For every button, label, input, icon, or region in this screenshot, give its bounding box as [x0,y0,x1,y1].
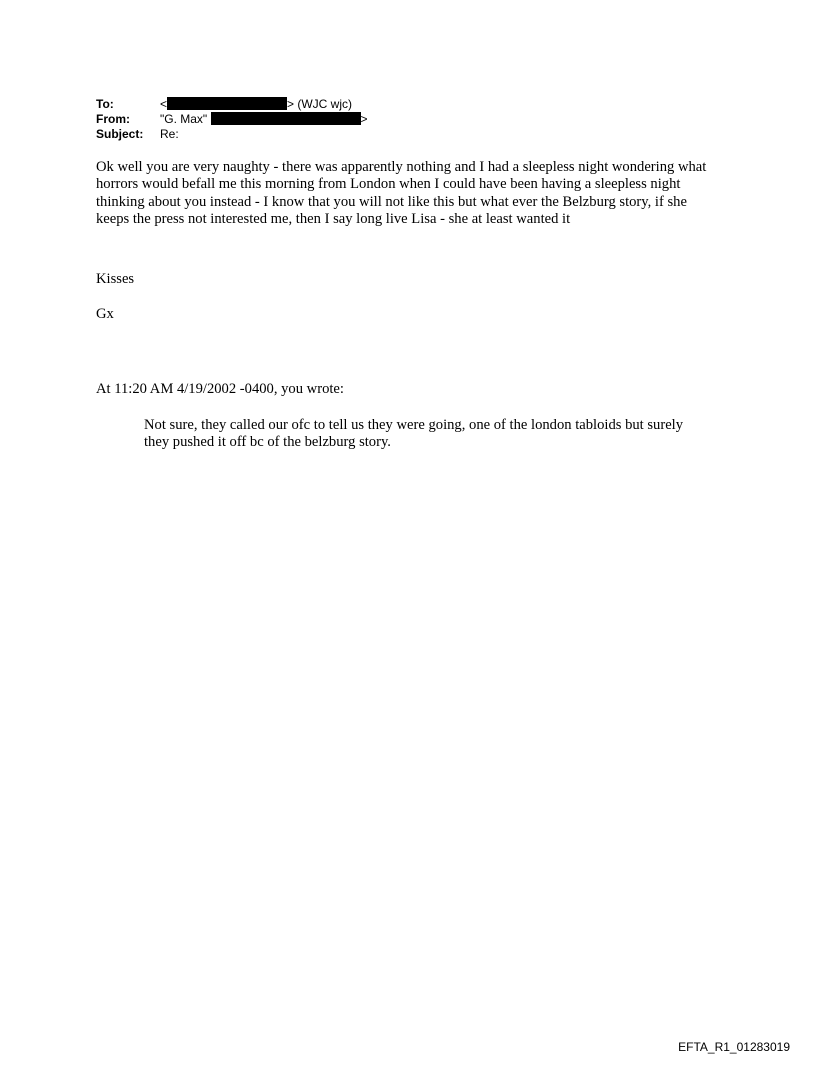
message-body: Ok well you are very naughty - there was apparently nothing and I had a sleepless night wondering what horrors would befall me this morning from London when I could have been having a sleepless night thinking about you instead - I know that you will not like this but what ever the Belzburg story, if she keeps the press not interested me, then I say long live Lisa - she at least wanted it [96,159,707,227]
redaction-bar [167,97,287,110]
to-value [160,97,352,111]
from-label: From: [96,111,130,126]
to-label: To: [96,96,114,111]
message-closing: Kisses [96,271,135,287]
redaction-bar [211,112,361,125]
subject-row [96,126,368,141]
document-id: EFTA_R1_01283019 [678,1040,790,1054]
from-value [160,112,368,126]
email-header [96,96,368,141]
to-row [96,96,368,111]
to-suffix: > (WJC wjc) [287,96,353,111]
quoted-text: Not sure, they called our ofc to tell us they were going, one of the london tabloids but surely they pushed it off bc of the belzburg story. [144,417,684,451]
subject-label: Subject: [96,126,144,141]
from-row [96,111,368,126]
subject-value: Re: [160,126,179,141]
from-suffix: > [360,111,368,126]
from-prefix: "G. Max" [160,111,211,126]
message-signature: Gx [96,306,114,322]
quote-attribution: At 11:20 AM 4/19/2002 -0400, you wrote: [96,381,344,397]
to-prefix: < [160,96,168,111]
